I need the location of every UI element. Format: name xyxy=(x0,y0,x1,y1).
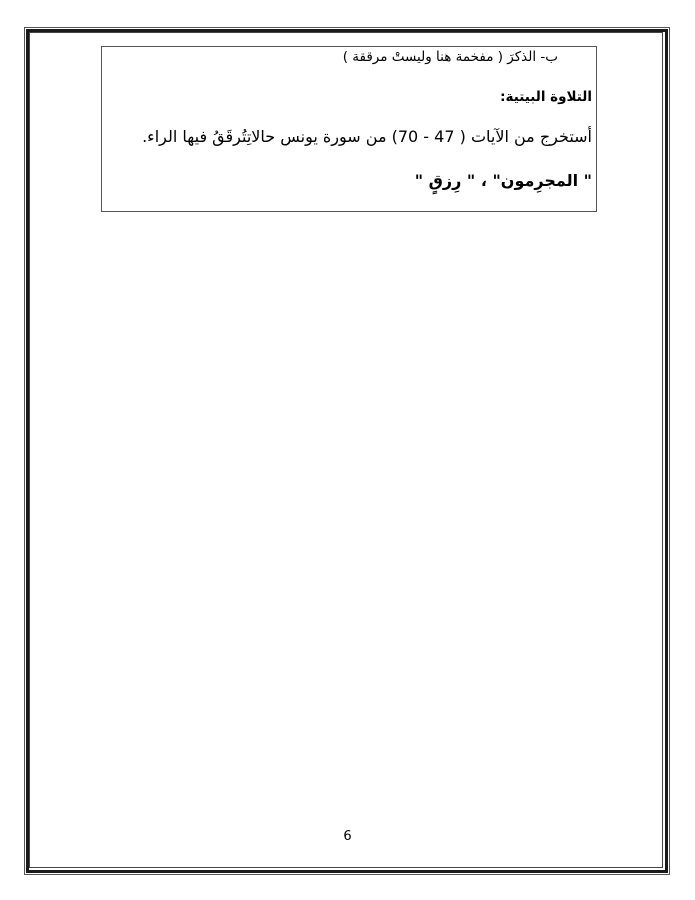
exercise-box xyxy=(101,46,597,212)
homework-instruction: أستخرج من الآيات ( 47 - 70) من سورة يونس حالاتِتُرقَقُ فيها الراء. xyxy=(142,127,592,146)
page-number: 6 xyxy=(343,829,352,844)
homework-heading: التلاوة البيتية: xyxy=(500,89,592,105)
example-line: ب- الذكرَ ( مفخمة هنا وليستْ مرققة ) xyxy=(342,49,558,65)
answer-examples: " المجرِمون" ، " رِزقٍ " xyxy=(414,171,592,190)
